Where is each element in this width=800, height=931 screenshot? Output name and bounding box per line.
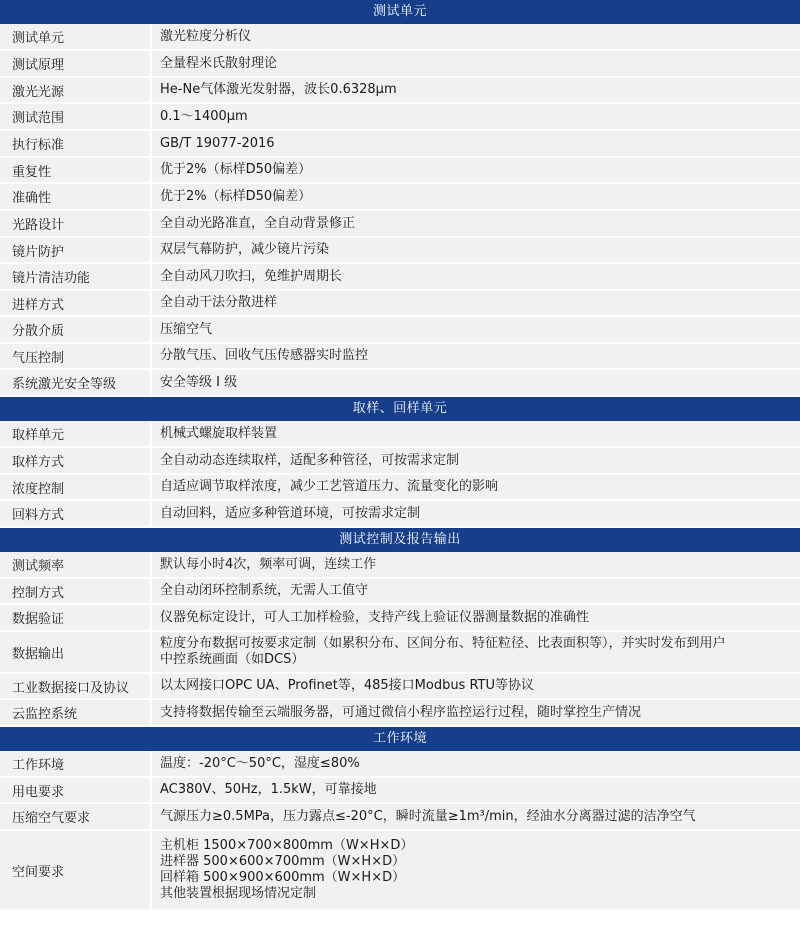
table-row: [0, 605, 800, 632]
spec-value: [152, 831, 800, 909]
spec-label: 回料方式: [0, 501, 152, 526]
table-row: [0, 291, 800, 317]
table-row: [0, 421, 800, 448]
section-header: 工作环境: [0, 727, 800, 751]
spec-label: 测试单元: [0, 24, 152, 49]
spec-value-line: 自适应调节取样浓度，减少工艺管道压力、流量变化的影响: [160, 479, 499, 494]
spec-value: [152, 421, 800, 446]
spec-value-line: 仪器免标定设计，可人工加样检验，支持产线上验证仪器测量数据的准确性: [160, 609, 590, 625]
table-row: [0, 238, 800, 264]
spec-value-line: 优于2%（标样D50偏差）: [160, 188, 312, 204]
spec-label: 镜片防护: [0, 238, 152, 262]
spec-value: [152, 370, 800, 395]
spec-value: [152, 24, 800, 49]
spec-label: 进样方式: [0, 291, 152, 315]
spec-value: [152, 605, 800, 630]
spec-value-line: 回样箱 500×900×600mm（W×H×D）: [160, 870, 406, 885]
spec-value-line: 自动回料，适应多种管道环境，可按需求定制: [160, 505, 421, 521]
spec-value: [152, 448, 800, 473]
spec-value: [152, 778, 800, 802]
spec-label: 气压控制: [0, 344, 152, 368]
table-row: [0, 804, 800, 831]
spec-value: [152, 552, 800, 577]
spec-value: [152, 291, 800, 315]
spec-value: [152, 131, 800, 156]
spec-label: 工业数据接口及协议: [0, 674, 152, 698]
spec-value-line: 全自动闭环控制系统，无需人工值守: [160, 583, 369, 598]
spec-label: 准确性: [0, 184, 152, 209]
table-row: [0, 475, 800, 501]
spec-value-line: 安全等级 Ⅰ 级: [160, 374, 238, 390]
table-row: [0, 24, 800, 51]
spec-value: [152, 674, 800, 698]
spec-value-line: He-Ne气体激光发射器，波长0.6328μm: [160, 82, 397, 97]
spec-label: 重复性: [0, 158, 152, 182]
spec-value-line: 粒度分布数据可按要求定制（如累积分布、区间分布、特征粒径、比表面积等），并实时发布到用户: [160, 636, 726, 651]
spec-value: [152, 51, 800, 76]
spec-label: 测试原理: [0, 51, 152, 76]
table-row: [0, 632, 800, 674]
spec-label: 执行标准: [0, 131, 152, 156]
table-row: [0, 344, 800, 370]
spec-value: [152, 264, 800, 289]
spec-value: [152, 475, 800, 499]
spec-label: 压缩空气要求: [0, 804, 152, 829]
spec-value-line: 激光粒度分析仪: [160, 28, 252, 44]
spec-value: [152, 700, 800, 725]
table-row: [0, 264, 800, 291]
spec-value-line: 优于2%（标样D50偏差）: [160, 162, 312, 177]
table-row: [0, 448, 800, 475]
spec-value-line: 其他装置根据现场情况定制: [160, 886, 317, 901]
spec-value-line: 默认每小时4次，频率可调，连续工作: [160, 556, 377, 572]
spec-value-line: 主机柜 1500×700×800mm（W×H×D）: [160, 838, 414, 853]
spec-value-line: 支持将数据传输至云端服务器，可通过微信小程序监控运行过程，随时掌控生产情况: [160, 704, 642, 720]
spec-value-line: 温度：-20°C～50°C，湿度≤80%: [160, 755, 360, 771]
spec-value-line: 全自动动态连续取样，适配多种管径，可按需求定制: [160, 452, 460, 468]
spec-label: 取样单元: [0, 421, 152, 446]
spec-value: [152, 158, 800, 182]
spec-label: 取样方式: [0, 448, 152, 473]
spec-value: [152, 632, 800, 672]
spec-value: [152, 501, 800, 526]
spec-value-line: 全量程米氏散射理论: [160, 55, 278, 71]
table-row: [0, 700, 800, 727]
section-header: 测试单元: [0, 0, 800, 24]
spec-value: [152, 344, 800, 368]
table-row: [0, 184, 800, 211]
table-row: [0, 211, 800, 238]
table-row: [0, 104, 800, 131]
spec-value-line: 0.1～1400μm: [160, 108, 248, 124]
spec-label: 数据输出: [0, 632, 152, 672]
spec-value: [152, 211, 800, 236]
spec-value-line: 气源压力≥0.5MPa，压力露点≤-20°C，瞬时流量≥1m³/min，经油水分离器过滤的洁净空气: [160, 808, 696, 824]
spec-label: 系统激光安全等级: [0, 370, 152, 395]
table-row: [0, 370, 800, 397]
spec-label: 空间要求: [0, 831, 152, 909]
spec-value: [152, 184, 800, 209]
spec-value-line: 进样器 500×600×700mm（W×H×D）: [160, 854, 406, 869]
spec-label: 镜片清洁功能: [0, 264, 152, 289]
table-row: [0, 831, 800, 911]
section-header: 取样、回样单元: [0, 397, 800, 421]
spec-value-line: 全自动光路准直，全自动背景修正: [160, 215, 356, 231]
spec-label: 光路设计: [0, 211, 152, 236]
spec-label: 云监控系统: [0, 700, 152, 725]
spec-label: 用电要求: [0, 778, 152, 802]
table-row: [0, 131, 800, 158]
spec-label: 控制方式: [0, 579, 152, 603]
spec-value: [152, 78, 800, 102]
section-header: 测试控制及报告输出: [0, 528, 800, 552]
table-row: [0, 51, 800, 78]
spec-label: 激光光源: [0, 78, 152, 102]
spec-label: 测试频率: [0, 552, 152, 577]
spec-label: 浓度控制: [0, 475, 152, 499]
spec-value-line: 双层气幕防护，减少镜片污染: [160, 242, 330, 257]
spec-label: 分散介质: [0, 317, 152, 342]
spec-value: [152, 579, 800, 603]
spec-value-line: 中控系统画面（如DCS）: [160, 652, 305, 667]
spec-label: 数据验证: [0, 605, 152, 630]
table-row: [0, 78, 800, 104]
table-row: [0, 579, 800, 605]
spec-value-line: AC380V、50Hz，1.5kW，可靠接地: [160, 782, 377, 797]
table-row: [0, 751, 800, 778]
table-row: [0, 674, 800, 700]
spec-value-line: 压缩空气: [160, 321, 213, 337]
table-row: [0, 501, 800, 528]
spec-label: 测试范围: [0, 104, 152, 129]
table-row: [0, 158, 800, 184]
spec-value: [152, 104, 800, 129]
spec-value-line: 全自动干法分散进样: [160, 295, 278, 310]
spec-label: 工作环境: [0, 751, 152, 776]
spec-value: [152, 238, 800, 262]
spec-value-line: 机械式螺旋取样装置: [160, 425, 278, 441]
spec-value-line: 分散气压、回收气压传感器实时监控: [160, 348, 369, 363]
table-row: [0, 317, 800, 344]
spec-value: [152, 804, 800, 829]
spec-value-line: GB/T 19077-2016: [160, 135, 275, 151]
spec-value: [152, 751, 800, 776]
spec-value: [152, 317, 800, 342]
spec-value-line: 全自动风刀吹扫，免维护周期长: [160, 268, 343, 284]
table-row: [0, 778, 800, 804]
spec-value-line: 以太网接口OPC UA、Profinet等，485接口Modbus RTU等协议: [160, 678, 535, 693]
table-row: [0, 552, 800, 579]
